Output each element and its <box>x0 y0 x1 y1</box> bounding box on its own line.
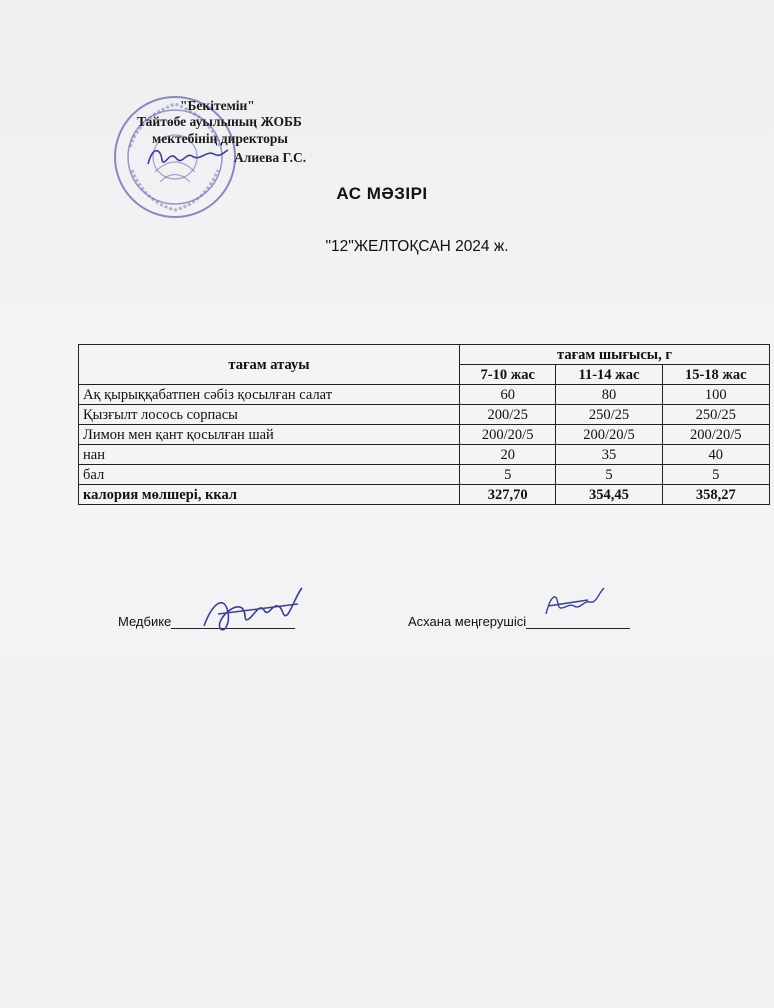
dish-value: 200/20/5 <box>460 425 556 445</box>
col-header-output: тағам шығысы, г <box>460 345 770 365</box>
page-title <box>0 184 774 204</box>
menu-table <box>78 344 770 505</box>
age-group-3: 15-18 жас <box>662 365 769 385</box>
dish-value: 35 <box>556 445 662 465</box>
table-row <box>79 425 770 445</box>
dish-value: 200/20/5 <box>556 425 662 445</box>
dish-name: нан <box>79 445 460 465</box>
dish-value: 80 <box>556 385 662 405</box>
date-text: "12"ЖЕЛТОҚСАН 2024 ж. <box>325 238 509 255</box>
dish-value: 5 <box>556 465 662 485</box>
dish-value: 5 <box>662 465 769 485</box>
age-group-2: 11-14 жас <box>556 365 662 385</box>
col-header-name: тағам атауы <box>79 345 460 385</box>
nurse-signature-block <box>118 614 295 629</box>
table-row <box>79 405 770 425</box>
approval-block <box>110 92 350 232</box>
title-text: АС МӘЗІРІ <box>336 184 428 203</box>
approval-line-3: мектебінің директоры <box>152 131 288 146</box>
dish-value: 20 <box>460 445 556 465</box>
dish-name: Лимон мен қант қосылған шай <box>79 425 460 445</box>
nurse-label: Медбике <box>118 614 172 629</box>
dish-value: 200/20/5 <box>662 425 769 445</box>
kitchen-signature-block <box>408 614 630 629</box>
age-group-1: 7-10 жас <box>460 365 556 385</box>
total-label: калория мөлшері, ккал <box>79 485 460 505</box>
dish-name: Ақ қырыққабатпен сәбіз қосылған салат <box>79 385 460 405</box>
dish-value: 200/25 <box>460 405 556 425</box>
dish-value: 100 <box>662 385 769 405</box>
dish-value: 250/25 <box>662 405 769 425</box>
dish-name: бал <box>79 465 460 485</box>
dish-name: Қызғылт лосось сорпасы <box>79 405 460 425</box>
approval-line-2: Тайтөбе ауылының ЖОББ <box>137 114 302 129</box>
total-value: 354,45 <box>556 485 662 505</box>
approval-line-1: "Бекітемін" <box>180 98 255 113</box>
kitchen-label: Асхана меңгерушісі <box>408 614 527 629</box>
table-row <box>79 385 770 405</box>
total-value: 358,27 <box>662 485 769 505</box>
dish-value: 5 <box>460 465 556 485</box>
kitchen-manager-signature <box>538 584 608 620</box>
dish-value: 60 <box>460 385 556 405</box>
total-value: 327,70 <box>460 485 556 505</box>
total-row <box>79 485 770 505</box>
approval-line-4: Алиева Г.С. <box>234 150 307 165</box>
dish-value: 40 <box>662 445 769 465</box>
table-header-row <box>79 345 770 365</box>
table-row <box>79 445 770 465</box>
table-row <box>79 465 770 485</box>
nurse-signature <box>198 584 308 644</box>
dish-value: 250/25 <box>556 405 662 425</box>
menu-date <box>0 238 774 256</box>
